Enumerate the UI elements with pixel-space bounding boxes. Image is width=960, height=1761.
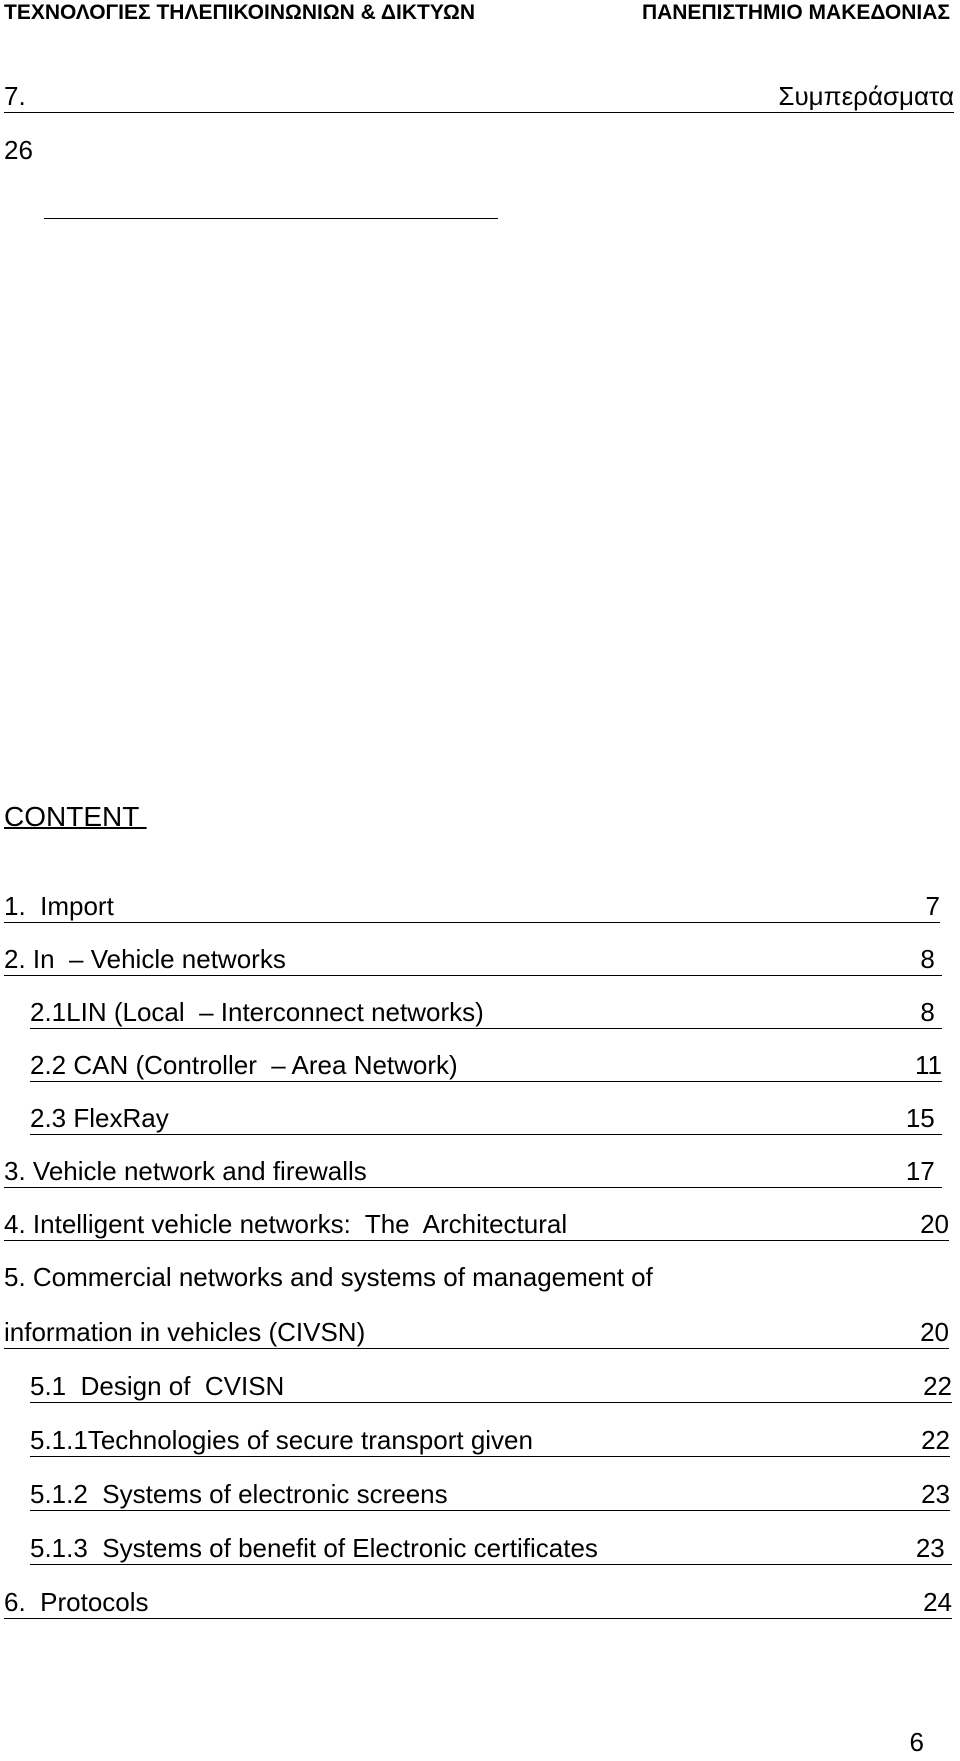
toc-entry-label-line1: 5. Commercial networks and systems of management of (4, 1262, 653, 1292)
toc-entry-page: 22 (921, 1425, 950, 1455)
toc-entry-page: 22 (923, 1371, 952, 1401)
toc-entry (4, 1316, 949, 1349)
prev-toc-number: 7. (4, 81, 26, 111)
toc-entry-page: 8 (920, 997, 942, 1027)
toc-entry-page: 24 (923, 1587, 952, 1617)
toc-entry-page: 15 (905, 1103, 942, 1133)
toc-entry-page: 7 (925, 891, 940, 921)
toc-entry (30, 1049, 942, 1082)
toc-entry (4, 1155, 942, 1188)
toc-entry-page: 23 (921, 1479, 950, 1509)
toc-entry (4, 1208, 949, 1241)
prev-toc-entry-7 (4, 80, 954, 113)
page-number: 6 (909, 1727, 924, 1757)
toc-entry-label: 5.1.2 Systems of electronic screens (30, 1479, 448, 1509)
toc-entry-label: 1. Import (4, 891, 114, 921)
toc-entry (4, 890, 940, 923)
toc-entry (30, 1370, 952, 1403)
toc-entry-label: 2.1LIN (Local – Interconnect networks) (30, 997, 484, 1027)
toc-entry-label: 5.1.1Technologies of secure transport given (30, 1425, 533, 1455)
toc-entry-label: 5.1 Design of CVISN (30, 1371, 285, 1401)
toc-entry-label: 2.2 CAN (Controller – Area Network) (30, 1050, 458, 1080)
toc-entry-label: information in vehicles (CIVSN) (4, 1317, 366, 1347)
toc-entry-label: 5.1.3 Systems of benefit of Electronic certificates (30, 1533, 598, 1563)
running-header-left: ΤΕΧΝΟΛΟΓΙΕΣ ΤΗΛΕΠΙΚΟΙΝΩΝΙΩΝ & ΔΙΚΤΥΩΝ (4, 1, 476, 24)
toc-entry (30, 996, 942, 1029)
toc-entry (30, 1102, 942, 1135)
running-header-right: ΠΑΝΕΠΙΣΤΗΜΙΟ ΜΑΚΕΔΟΝΙΑΣ (641, 1, 950, 24)
footnote-separator (44, 218, 498, 219)
toc-entry-page: 20 (920, 1209, 949, 1239)
toc-entry (30, 1424, 950, 1457)
toc-entry-page: 17 (905, 1156, 942, 1186)
prev-toc-title: Συμπεράσματα (778, 81, 954, 111)
toc-entry-page: 23 (915, 1533, 952, 1563)
toc-entry (30, 1532, 952, 1565)
toc-entry-page: 11 (915, 1050, 942, 1080)
toc-entry-page: 20 (920, 1317, 949, 1347)
toc-entry (4, 1586, 952, 1619)
toc-entry-label: 6. Protocols (4, 1587, 149, 1617)
toc-entry-label: 3. Vehicle network and firewalls (4, 1156, 367, 1186)
toc-entry (30, 1478, 950, 1511)
content-title: CONTENT (4, 801, 147, 832)
toc-entry-label: 2. In – Vehicle networks (4, 944, 286, 974)
toc-entry-page: 8 (920, 944, 942, 974)
toc-entry-label: 2.3 FlexRay (30, 1103, 169, 1133)
toc-entry (4, 943, 942, 976)
prev-toc-page: 26 (4, 135, 33, 165)
toc-entry-label: 4. Intelligent vehicle networks: The Architectural (4, 1209, 568, 1239)
